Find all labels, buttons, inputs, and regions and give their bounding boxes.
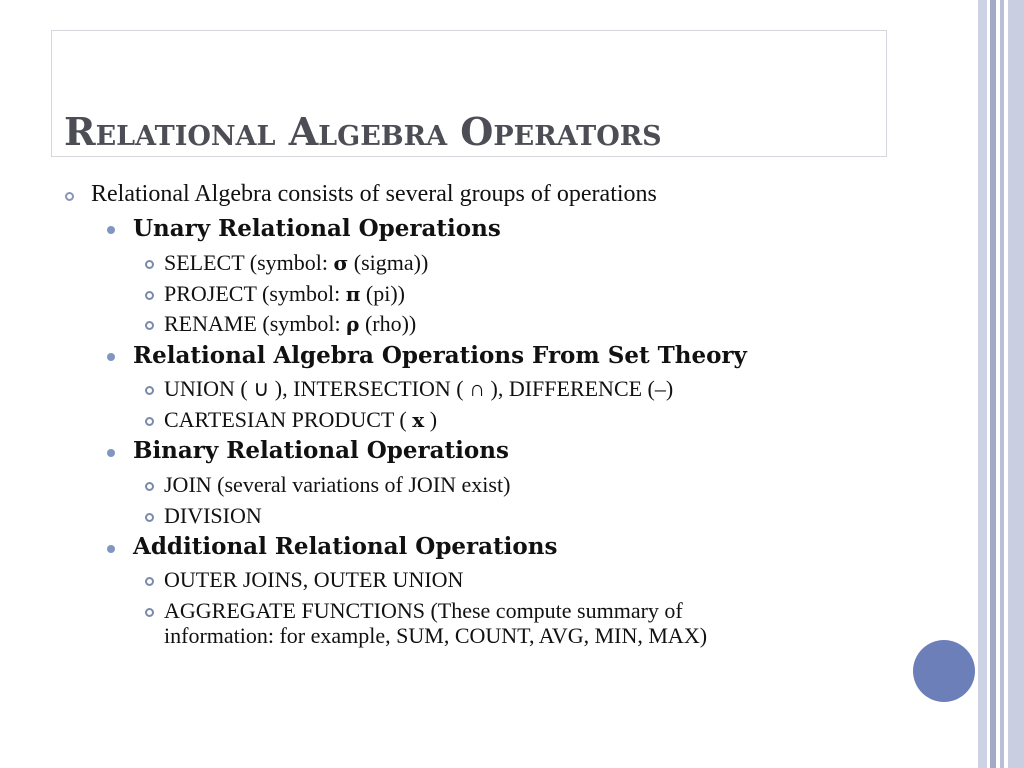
bullet-icon — [145, 321, 154, 330]
cross-symbol: x — [412, 408, 425, 432]
item-text: CARTESIAN PRODUCT ( — [164, 407, 413, 432]
bullet-icon — [107, 449, 115, 457]
bullet-icon — [107, 545, 115, 553]
bullet-icon — [145, 482, 154, 491]
bullet-icon — [145, 577, 154, 586]
list-item: OUTER JOINS, OUTER UNION — [164, 567, 464, 592]
sigma-symbol: σ — [333, 251, 349, 275]
pi-symbol: π — [345, 282, 361, 306]
list-item: JOIN (several variations of JOIN exist) — [164, 472, 511, 497]
bullet-icon — [145, 417, 154, 426]
bullet-icon — [145, 513, 154, 522]
list-item-continuation: information: for example, SUM, COUNT, AVG, MIN, MAX) — [164, 623, 708, 648]
item-text: PROJECT (symbol: — [164, 281, 346, 306]
bullet-icon — [145, 291, 154, 300]
side-rail — [1008, 0, 1024, 768]
side-rail — [1000, 0, 1004, 768]
group-heading: Additional Relational Operations — [133, 533, 558, 560]
side-rail — [990, 0, 996, 768]
list-item: DIVISION — [164, 503, 262, 528]
slide-title: Relational Algebra Operators — [64, 109, 662, 154]
bullet-icon — [107, 353, 115, 361]
group-heading: Unary Relational Operations — [133, 215, 501, 242]
title-frame — [51, 30, 887, 157]
list-item — [164, 407, 437, 433]
list-item: UNION ( ∪ ), INTERSECTION ( ∩ ), DIFFERENCE (–) — [164, 376, 674, 401]
item-text: SELECT (symbol: — [164, 250, 334, 275]
group-heading: Relational Algebra Operations From Set Theory — [133, 342, 747, 369]
item-text: (rho)) — [359, 311, 417, 336]
side-rail — [978, 0, 987, 768]
bullet-icon — [65, 192, 74, 201]
slide-nav-circle[interactable] — [913, 640, 975, 702]
list-item — [164, 281, 405, 307]
group-heading: Binary Relational Operations — [133, 437, 509, 464]
intro-text: Relational Algebra consists of several groups of operations — [91, 181, 657, 207]
rho-symbol: ρ — [346, 312, 360, 336]
decorative-side-rails — [978, 0, 1024, 768]
bullet-icon — [145, 608, 154, 617]
bullet-icon — [145, 260, 154, 269]
list-item — [164, 250, 428, 276]
item-text: (sigma)) — [348, 250, 429, 275]
item-text: (pi)) — [360, 281, 405, 306]
bullet-icon — [107, 226, 115, 234]
bullet-icon — [145, 386, 154, 395]
item-text: RENAME (symbol: — [164, 311, 347, 336]
list-item: AGGREGATE FUNCTIONS (These compute summary of — [164, 598, 683, 623]
list-item — [164, 311, 416, 337]
item-text: ) — [424, 407, 438, 432]
